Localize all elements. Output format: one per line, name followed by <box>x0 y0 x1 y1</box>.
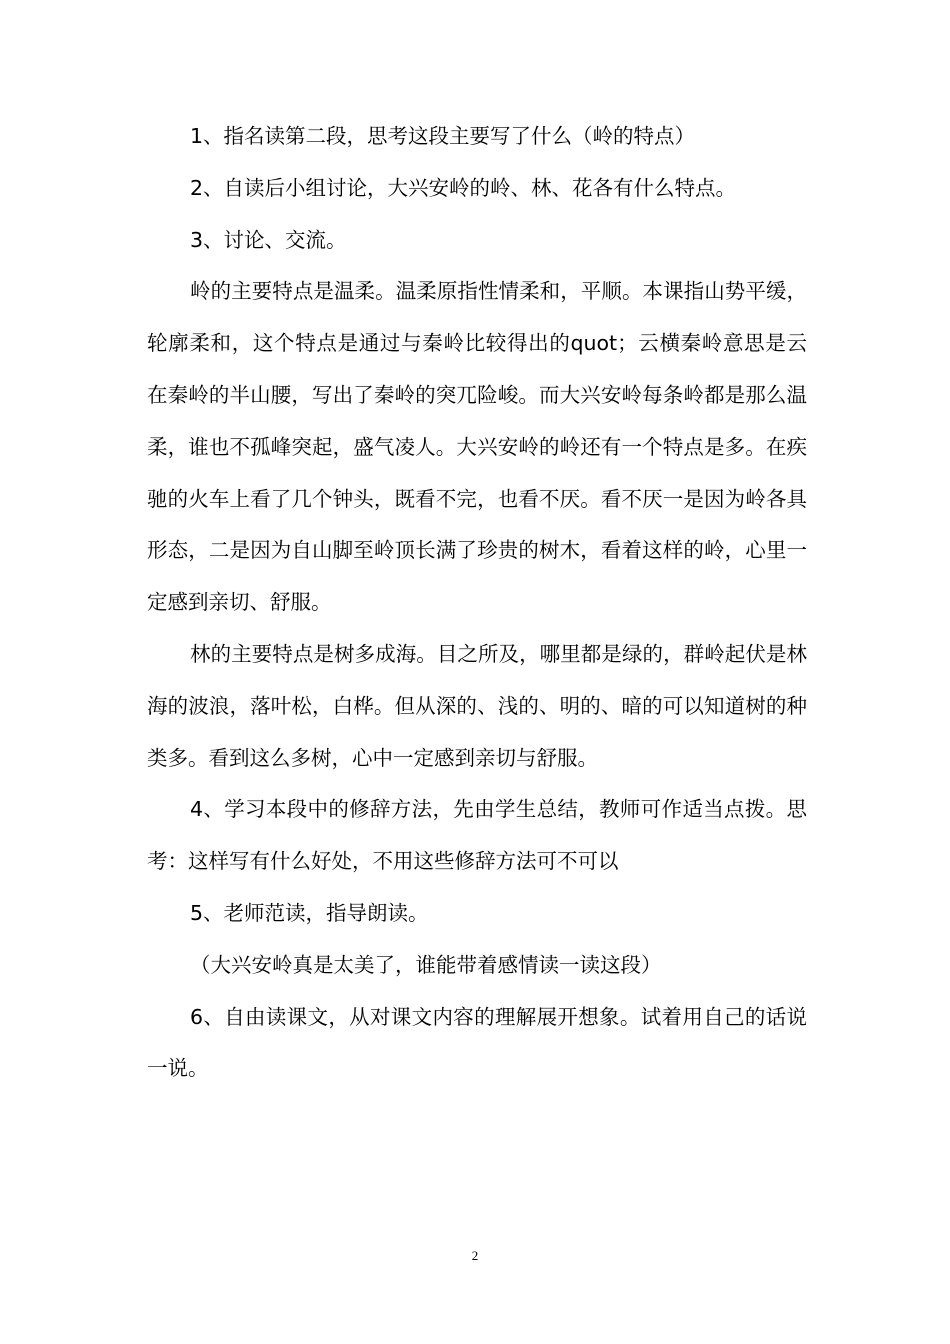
paragraph-forest-features: 林的主要特点是树多成海。目之所及，哪里都是绿的，群岭起伏是林海的波浪，落叶松，白桦。但从深的、浅的、明的、暗的可以知道树的种类多。看到这么多树，心中一定感到亲切与舒服。 <box>147 641 807 770</box>
paragraph-ridge-features: 岭的主要特点是温柔。温柔原指性情柔和，平顺。本课指山势平缓，轮廓柔和，这个特点是通过与秦岭比较得出的quot；云横秦岭意思是云在秦岭的半山腰，写出了秦岭的突兀险峻。而大兴安岭每条岭都是那么温柔，谁也不孤峰突起，盛气凌人。大兴安岭的岭还有一个特点是多。在疾驰的火车上看了几个钟头，既看不完，也看不厌。看不厌一是因为岭各具形态，二是因为自山脚至岭顶长满了珍贵的树木，看着这样的岭，心里一定感到亲切、舒服。 <box>147 279 807 615</box>
paragraph-step-2: 2、自读后小组讨论，大兴安岭的岭、林、花各有什么特点。 <box>190 175 737 200</box>
paragraph-reading-prompt: （大兴安岭真是太美了，谁能带着感情读一读这段） <box>190 952 662 977</box>
paragraph-step-6: 6、自由读课文，从对课文内容的理解展开想象。试着用自己的话说一说。 <box>147 1004 807 1081</box>
page-number: 2 <box>471 1248 479 1263</box>
paragraph-step-5: 5、老师范读，指导朗读。 <box>190 900 429 925</box>
document-body <box>147 111 807 1095</box>
paragraph-step-3: 3、讨论、交流。 <box>190 227 347 252</box>
paragraph-step-1: 1、指名读第二段，思考这段主要写了什么（岭的特点） <box>190 124 696 148</box>
paragraph-step-4: 4、学习本段中的修辞方法，先由学生总结，教师可作适当点拨。思考：这样写有什么好处，不用这些修辞方法可不可以 <box>147 797 807 874</box>
